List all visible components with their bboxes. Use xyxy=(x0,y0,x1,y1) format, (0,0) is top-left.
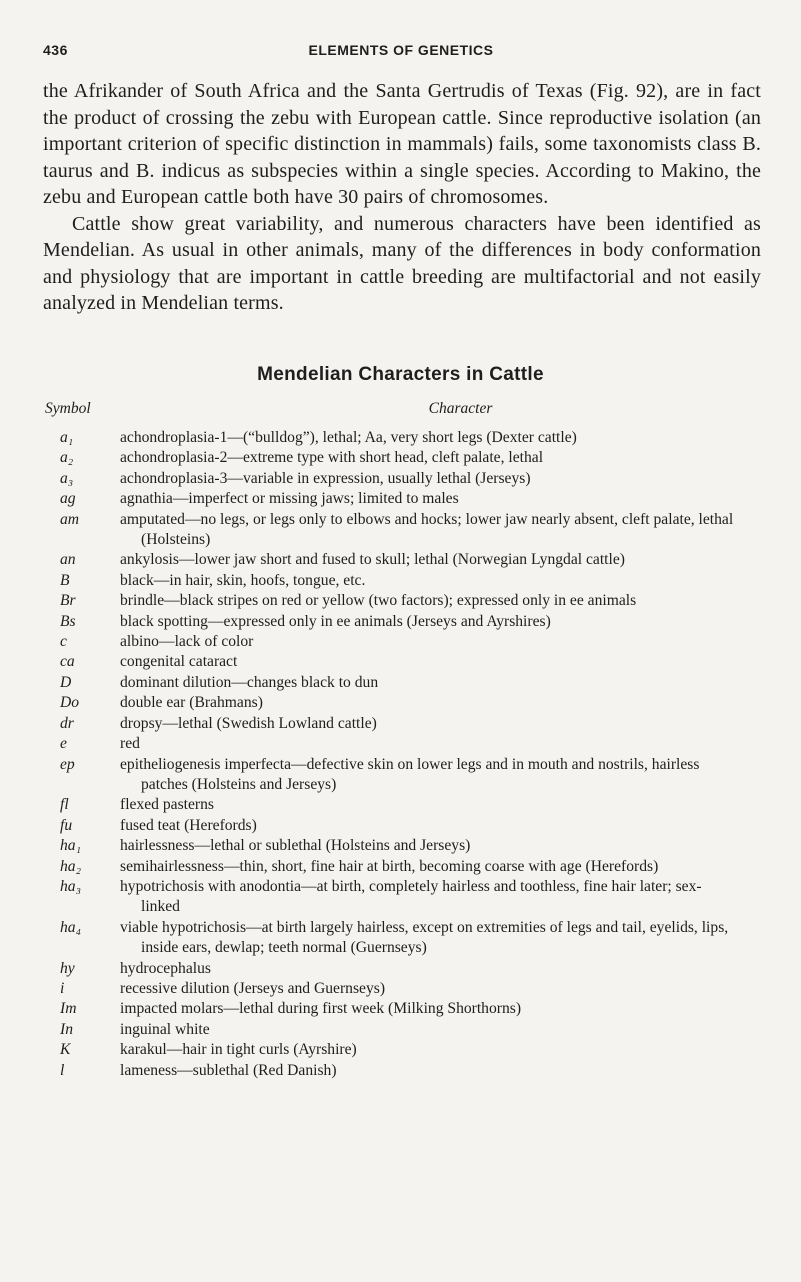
row-character: congenital cataract xyxy=(120,653,238,671)
row-character: agnathia—imperfect or missing jaws; limited to males xyxy=(120,490,459,508)
row-symbol: hy xyxy=(60,959,75,977)
table-row xyxy=(0,469,801,489)
row-symbol: In xyxy=(60,1020,73,1038)
row-character: karakul—hair in tight curls (Ayrshire) xyxy=(120,1041,357,1059)
table-row xyxy=(0,959,801,979)
table-body xyxy=(0,428,801,1081)
row-character: achondroplasia-2—extreme type with short head, cleft palate, lethal xyxy=(120,449,544,467)
row-symbol: dr xyxy=(60,714,74,732)
row-symbol: Br xyxy=(60,592,76,610)
row-symbol: D xyxy=(60,673,72,691)
table-row xyxy=(0,489,801,509)
table-row xyxy=(0,612,801,632)
paragraph-1: the Afrikander of South Africa and the Santa Gertrudis of Texas (Fig. 92), are in fact the product of crossing the zebu with European cattle. Since reproductive isolation (an important criterion of specific distinction in mammals) fails, some taxonomists class B. taurus and B. indicus as subspecies within a single species. According to Makino, the zebu and European cattle both have 30 pairs of chromosomes. xyxy=(43,80,761,208)
row-symbol: a₂ xyxy=(60,449,74,467)
row-character: fused teat (Herefords) xyxy=(120,816,257,834)
table-row xyxy=(0,816,801,836)
book-title: ELEMENTS OF GENETICS xyxy=(308,42,494,58)
row-symbol: ha₄ xyxy=(60,918,82,936)
table-row xyxy=(0,1061,801,1081)
table-column-headers xyxy=(0,400,801,422)
row-character: black—in hair, skin, hoofs, tongue, etc. xyxy=(120,571,366,589)
row-character: amputated—no legs, or legs only to elbows and hocks; lower jaw nearly absent, cleft palate, lethal (Holsteins) xyxy=(120,510,734,549)
table-row xyxy=(0,1040,801,1060)
row-symbol: B xyxy=(60,571,70,589)
row-symbol: a₃ xyxy=(60,469,74,487)
table-row xyxy=(0,795,801,815)
table-row xyxy=(0,673,801,693)
running-head xyxy=(43,42,759,62)
row-character: brindle—black stripes on red or yellow (two factors); expressed only in ee animals xyxy=(120,592,637,610)
column-header-symbol: Symbol xyxy=(45,400,91,417)
row-character: lameness—sublethal (Red Danish) xyxy=(120,1061,337,1079)
table-row xyxy=(0,591,801,611)
row-character: albino—lack of color xyxy=(120,633,254,651)
row-symbol: ag xyxy=(60,490,76,508)
row-character: hypotrichosis with anodontia—at birth, completely hairless and toothless, fine hair later; sex-linked xyxy=(120,877,702,916)
table-row xyxy=(0,550,801,570)
row-symbol: fu xyxy=(60,816,73,834)
row-character: hairlessness—lethal or sublethal (Holsteins and Jerseys) xyxy=(120,837,471,855)
row-symbol: ha₁ xyxy=(60,837,82,855)
row-character: double ear (Brahmans) xyxy=(120,694,263,712)
row-symbol: e xyxy=(60,735,67,753)
row-character: inguinal white xyxy=(120,1020,210,1038)
row-symbol: ha₃ xyxy=(60,877,82,895)
row-character: epitheliogenesis imperfecta—defective skin on lower legs and in mouth and nostrils, hairless patches (Holsteins and Jerseys) xyxy=(120,755,700,793)
table-row xyxy=(0,428,801,448)
row-character: impacted molars—lethal during first week (Milking Shorthorns) xyxy=(120,1000,522,1018)
row-character: achondroplasia-1—(“bulldog”), lethal; Aa, very short legs (Dexter cattle) xyxy=(120,429,577,446)
row-symbol: Im xyxy=(60,1000,77,1018)
row-symbol: Bs xyxy=(60,612,76,630)
table-row xyxy=(0,714,801,734)
table-row xyxy=(0,877,801,918)
row-symbol: an xyxy=(60,551,76,569)
row-symbol: l xyxy=(60,1061,65,1079)
row-character: dominant dilution—changes black to dun xyxy=(120,673,379,691)
table-row xyxy=(0,918,801,959)
table-row xyxy=(0,755,801,796)
column-header-character: Character xyxy=(428,400,493,417)
page-number: 436 xyxy=(43,42,68,58)
row-character: ankylosis—lower jaw short and fused to skull; lethal (Norwegian Lyngdal cattle) xyxy=(120,551,625,569)
row-symbol: fl xyxy=(60,796,69,814)
row-symbol: a₁ xyxy=(60,429,74,446)
row-character: viable hypotrichosis—at birth largely hairless, except on extremities of legs and tail, eyelids, lips, inside ears, dewlap; teeth normal (Guernseys) xyxy=(120,918,729,957)
table-title: Mendelian Characters in Cattle xyxy=(257,364,544,385)
table-row xyxy=(0,1020,801,1040)
table-row xyxy=(0,857,801,877)
row-character: hydrocephalus xyxy=(120,959,211,977)
row-symbol: ep xyxy=(60,755,75,773)
row-character: black spotting—expressed only in ee animals (Jerseys and Ayrshires) xyxy=(120,612,551,630)
row-character: semihairlessness—thin, short, fine hair at birth, becoming coarse with age (Herefords) xyxy=(120,857,659,875)
row-symbol: Do xyxy=(60,694,80,712)
table-row xyxy=(0,836,801,856)
row-character: flexed pasterns xyxy=(120,796,214,814)
table-row xyxy=(0,979,801,999)
paragraph-2: Cattle show great variability, and numerous characters have been identified as Mendelian. As usual in other animals, many of the differences in body conformation and physiology that are important in cattle breeding are multifactorial and not easily analyzed in Mendelian terms. xyxy=(43,212,761,314)
table-row xyxy=(0,632,801,652)
row-character: red xyxy=(120,735,140,753)
row-character: achondroplasia-3—variable in expression, usually lethal (Jerseys) xyxy=(120,469,531,487)
table-row xyxy=(0,999,801,1019)
table-row xyxy=(0,652,801,672)
table-row xyxy=(0,510,801,551)
row-symbol: i xyxy=(60,979,65,997)
row-character: dropsy—lethal (Swedish Lowland cattle) xyxy=(120,714,377,732)
row-symbol: K xyxy=(60,1041,71,1059)
row-symbol: am xyxy=(60,510,80,528)
row-character: recessive dilution (Jerseys and Guernseys) xyxy=(120,979,386,997)
body-text xyxy=(43,78,761,317)
row-symbol: ca xyxy=(60,653,75,671)
table-row xyxy=(0,734,801,754)
table-row xyxy=(0,571,801,591)
table-row xyxy=(0,693,801,713)
row-symbol: ha₂ xyxy=(60,857,82,875)
table-row xyxy=(0,448,801,468)
row-symbol: c xyxy=(60,633,67,651)
